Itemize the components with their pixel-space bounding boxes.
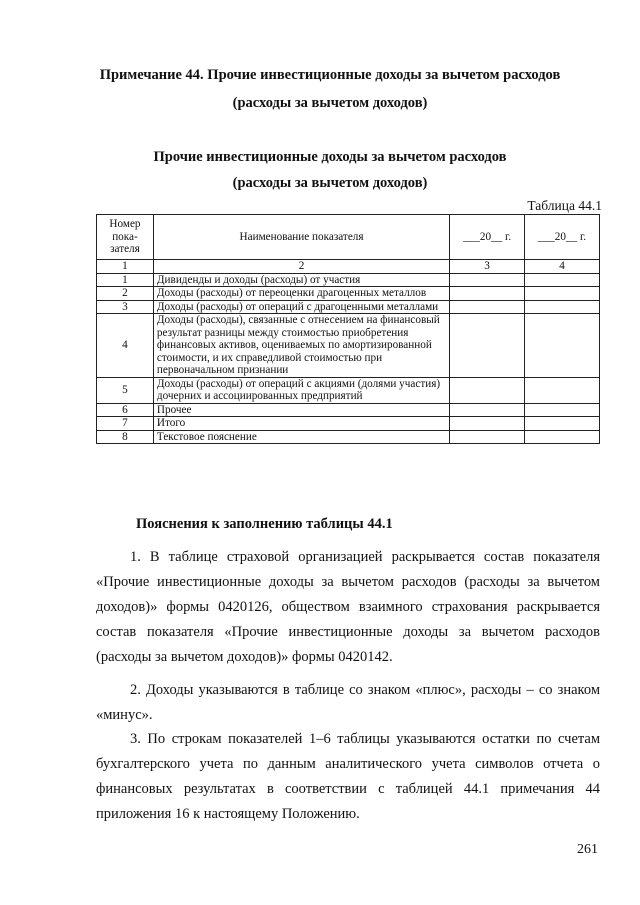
row-number: 3 <box>97 300 154 314</box>
value-cell <box>525 377 600 403</box>
value-cell <box>450 300 525 314</box>
table-caption: Таблица 44.1 <box>527 198 602 213</box>
header-period-1: ___20__ г. <box>450 215 525 260</box>
row-number: 8 <box>97 430 154 444</box>
column-number: 3 <box>450 260 525 274</box>
value-cell <box>450 314 525 378</box>
value-cell <box>525 287 600 301</box>
table-header-row <box>97 215 600 260</box>
table-row <box>97 287 600 301</box>
value-cell <box>525 403 600 417</box>
row-name: Доходы (расходы), связанные с отнесением на финансовый результат разницы между стоимостью приобретения финансовых активов, оцениваемых по амортизированной стоимости, и их справедливой стоимостью при первоначальном признании <box>153 314 449 378</box>
value-cell <box>450 287 525 301</box>
column-number-row <box>97 260 600 274</box>
value-cell <box>525 314 600 378</box>
row-name: Доходы (расходы) от переоценки драгоценных металлов <box>153 287 449 301</box>
row-number: 2 <box>97 287 154 301</box>
value-cell <box>525 430 600 444</box>
table-title-line2: (расходы за вычетом доходов) <box>232 175 428 191</box>
value-cell <box>450 377 525 403</box>
value-cell <box>450 417 525 431</box>
table-row <box>97 417 600 431</box>
row-name: Итого <box>153 417 449 431</box>
note-title-line2: (расходы за вычетом доходов) <box>232 95 428 111</box>
paragraph: 1. В таблице страховой организацией раскрывается состав показателя «Прочие инвестиционные доходы за вычетом расходов (расходы за вычетом доходов)» формы 0420126, обществом взаимного страхования раскрывается состав показателя «Прочие инвестиционные доходы за вычетом расходов (расходы за вычетом доходов)» формы 0420142. <box>96 549 600 665</box>
column-number: 2 <box>153 260 449 274</box>
table-row <box>97 314 600 378</box>
column-number: 4 <box>525 260 600 274</box>
table-row <box>97 430 600 444</box>
table-row <box>97 300 600 314</box>
row-number: 5 <box>97 377 154 403</box>
paragraph: 3. По строкам показателей 1–6 таблицы указываются остатки по счетам бухгалтерского учета по данным аналитического учета символов отчета о финансовых результатах в соответствии с таблицей 44.1 примечания 44 приложения 16 к настоящему Положению. <box>96 731 600 822</box>
row-name: Доходы (расходы) от операций с акциями (долями участия) дочерних и ассоциированных предприятий <box>153 377 449 403</box>
row-number: 4 <box>97 314 154 378</box>
value-cell <box>525 417 600 431</box>
row-name: Прочее <box>153 403 449 417</box>
header-indicator-number: Номер пока-зателя <box>97 215 154 260</box>
value-cell <box>450 273 525 287</box>
header-indicator-name: Наименование показателя <box>153 215 449 260</box>
value-cell <box>525 300 600 314</box>
row-number: 1 <box>97 273 154 287</box>
note-title-line1: Примечание 44. Прочие инвестиционные доходы за вычетом расходов <box>99 67 561 83</box>
row-name: Текстовое пояснение <box>153 430 449 444</box>
page-number: 261 <box>577 842 598 857</box>
header-period-2: ___20__ г. <box>525 215 600 260</box>
table-row <box>97 377 600 403</box>
row-name: Доходы (расходы) от операций с драгоценными металлами <box>153 300 449 314</box>
explanations-title: Пояснения к заполнению таблицы 44.1 <box>136 516 393 532</box>
indicators-table <box>96 214 600 444</box>
value-cell <box>450 430 525 444</box>
table-row <box>97 273 600 287</box>
row-number: 6 <box>97 403 154 417</box>
row-name: Дивиденды и доходы (расходы) от участия <box>153 273 449 287</box>
value-cell <box>450 403 525 417</box>
table-row <box>97 403 600 417</box>
value-cell <box>525 273 600 287</box>
table-title-line1: Прочие инвестиционные доходы за вычетом расходов <box>153 149 507 165</box>
column-number: 1 <box>97 260 154 274</box>
row-number: 7 <box>97 417 154 431</box>
paragraph: 2. Доходы указываются в таблице со знаком «плюс», расходы – со знаком «минус». <box>96 682 600 723</box>
